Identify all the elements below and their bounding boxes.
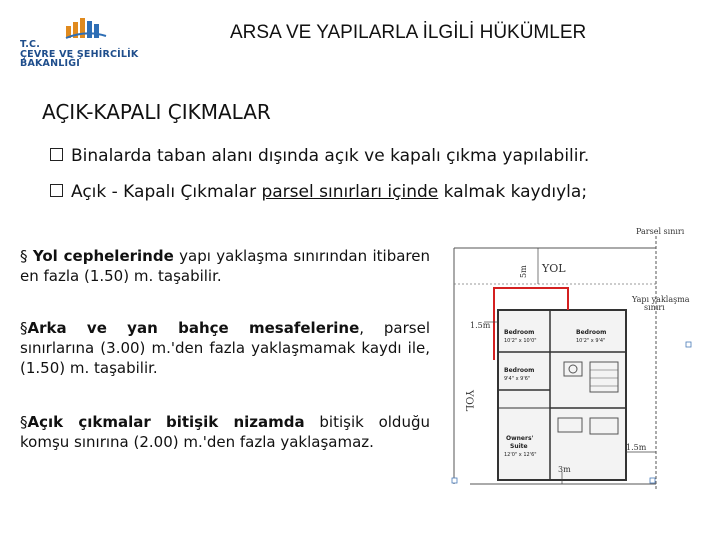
logo-line-2: ÇEVRE VE ŞEHİRCİLİK (20, 48, 139, 60)
rule-1-bold: Yol cephelerinde (32, 247, 174, 265)
dim-5m-label: 5m (519, 265, 528, 278)
owners-label: Owners' (506, 435, 534, 442)
section-marker-icon: § (20, 319, 28, 337)
bullet-1-text: Binalarda taban alanı dışında açık ve kapalı çıkma yapılabilir. (71, 146, 590, 166)
yapi-yaklasma-label-2: sınırı (644, 303, 665, 312)
logo-emblem-icon (64, 14, 108, 40)
rule-2-bold: Arka ve yan bahçe mesafelerine (27, 319, 360, 337)
bedroom-3-size: 9'4" x 9'6" (504, 376, 531, 382)
dim-1-5m-right: 1.5m (626, 443, 647, 452)
bedroom-1-label: Bedroom (504, 329, 535, 336)
ministry-logo (14, 14, 164, 74)
bullet-item-1 (50, 146, 589, 166)
rule-3-text: bitişik olduğu komşu sınırına (2.00) m.'den fazla yaklaşamaz. (20, 413, 430, 451)
bullet-item-2 (50, 182, 587, 202)
page-header-title: ARSA VE YAPILARLA İLGİLİ HÜKÜMLER (230, 22, 587, 43)
logo-line-3: BAKANLIĞI (20, 58, 80, 69)
section-title: AÇIK-KAPALI ÇIKMALAR (42, 100, 271, 124)
checkbox-bullet-icon (50, 184, 63, 197)
bullet-2-post: kalmak kaydıyla; (438, 182, 588, 202)
bullet-2-underlined: parsel sınırları içinde (261, 182, 439, 202)
bedroom-2-label: Bedroom (576, 329, 607, 336)
yapi-yaklasma-label-1: Yapı yaklaşma (632, 295, 690, 304)
bedroom-3-label: Bedroom (504, 367, 535, 374)
yol-top-label: YOL (542, 262, 566, 275)
owners-label-2: Suite (510, 443, 528, 450)
dim-1-5m-left: 1.5m (470, 321, 491, 330)
floor-plan-diagram (440, 222, 700, 492)
rule-1-text: yapı yaklaşma sınırından itibaren en fazla (1.50) m. taşabilir. (20, 247, 430, 285)
checkbox-bullet-icon (50, 148, 63, 161)
section-marker-icon: § (20, 247, 28, 265)
bedroom-1-size: 10'2" x 10'0" (504, 338, 537, 344)
rule-paragraph-1 (20, 246, 430, 286)
yol-side-label: YOL (463, 390, 474, 412)
logo-line-1: T.C. (20, 39, 41, 50)
logo-text (20, 40, 138, 69)
rule-3-bold: Açık çıkmalar bitişik nizamda (27, 413, 305, 431)
parsel-siniri-label: Parsel sınırı (636, 227, 685, 236)
section-marker-icon: § (20, 413, 28, 431)
bullet-2-pre: Açık - Kapalı Çıkmalar (71, 182, 262, 202)
bedroom-2-size: 10'2" x 9'4" (576, 338, 606, 344)
rule-2-text: , parsel sınırlarına (3.00) m.'den fazla yaklaşmamak kaydı ile, (1.50) m. taşabilir. (20, 319, 430, 377)
dim-3m-label: 3m (558, 465, 571, 474)
rule-paragraph-3 (20, 412, 430, 452)
rule-paragraph-2 (20, 318, 430, 378)
owners-size: 12'0" x 12'6" (504, 452, 537, 458)
